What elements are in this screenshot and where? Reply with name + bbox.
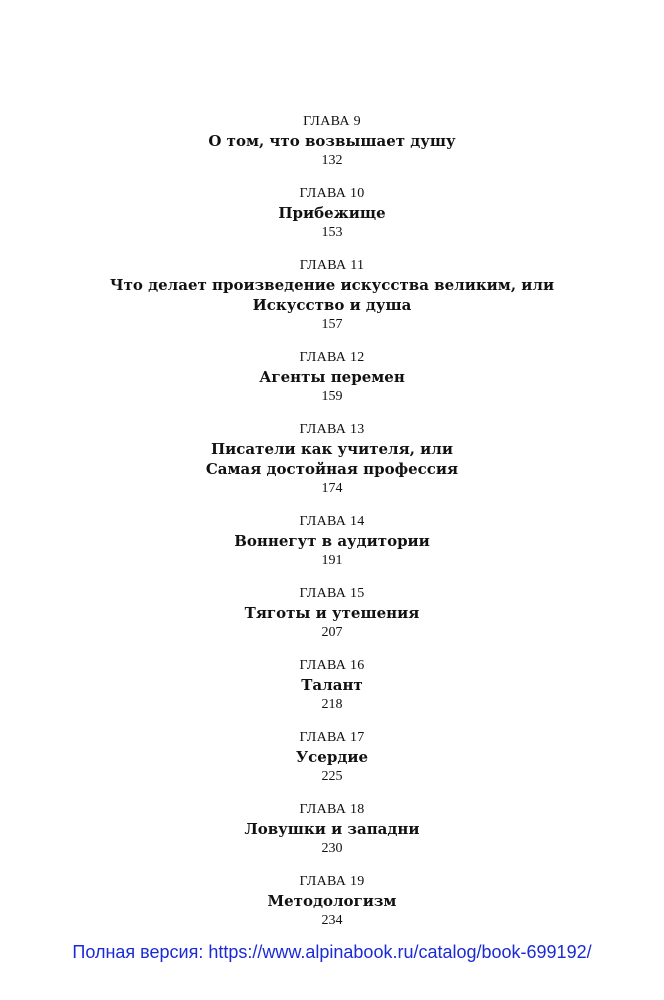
chapter-page-number: 157 <box>321 317 343 332</box>
chapter-page-number: 218 <box>321 697 343 712</box>
chapter-title <box>0 603 664 623</box>
chapter-title <box>0 131 664 151</box>
chapter-title-line: Что делает произведение искусства великим, или <box>109 276 555 294</box>
chapter-title-line: Тяготы и утешения <box>244 604 420 622</box>
chapter-page-number: 225 <box>321 769 343 784</box>
chapter-page-number: 159 <box>321 389 343 404</box>
chapter-title <box>0 675 664 695</box>
chapter-title-line: Усердие <box>295 748 368 766</box>
chapter-title <box>0 439 664 479</box>
toc-entry-chapter-10 <box>0 184 664 242</box>
chapter-title-line: О том, что возвышает душу <box>208 132 456 150</box>
chapter-label: ГЛАВА 15 <box>299 586 365 601</box>
chapter-label: ГЛАВА 9 <box>303 114 361 129</box>
chapter-label: ГЛАВА 17 <box>299 730 365 745</box>
chapter-title-line: Талант <box>301 676 363 694</box>
chapter-page-number: 132 <box>321 153 343 168</box>
chapter-label: ГЛАВА 14 <box>299 514 365 529</box>
chapter-page-number: 174 <box>321 481 343 496</box>
toc-entry-chapter-14 <box>0 512 664 570</box>
chapter-title <box>0 367 664 387</box>
toc-entry-chapter-9 <box>0 112 664 170</box>
table-of-contents <box>0 112 664 944</box>
chapter-title-line: Самая достойная профессия <box>205 460 459 478</box>
chapter-page-number: 153 <box>321 225 343 240</box>
toc-entry-chapter-13 <box>0 420 664 498</box>
chapter-title <box>0 531 664 551</box>
full-version-link[interactable]: Полная версия: https://www.alpinabook.ru/catalog/book-699192/ <box>72 942 592 962</box>
chapter-label: ГЛАВА 13 <box>299 422 365 437</box>
chapter-title-line: Ловушки и западни <box>244 820 420 838</box>
toc-entry-chapter-11 <box>0 256 664 334</box>
chapter-title <box>0 891 664 911</box>
toc-entry-chapter-16 <box>0 656 664 714</box>
chapter-label: ГЛАВА 12 <box>299 350 365 365</box>
toc-entry-chapter-17 <box>0 728 664 786</box>
toc-entry-chapter-15 <box>0 584 664 642</box>
chapter-label: ГЛАВА 11 <box>299 258 365 273</box>
toc-entry-chapter-19 <box>0 872 664 930</box>
toc-entry-chapter-12 <box>0 348 664 406</box>
chapter-page-number: 191 <box>321 553 343 568</box>
chapter-title <box>0 747 664 767</box>
chapter-label: ГЛАВА 18 <box>299 802 365 817</box>
chapter-page-number: 230 <box>321 841 343 856</box>
chapter-label: ГЛАВА 19 <box>299 874 365 889</box>
toc-entry-chapter-18 <box>0 800 664 858</box>
chapter-page-number: 207 <box>321 625 343 640</box>
chapter-title <box>0 275 664 315</box>
chapter-title-line: Искусство и душа <box>252 296 412 314</box>
chapter-page-number: 234 <box>321 913 343 928</box>
chapter-title-line: Прибежище <box>278 204 386 222</box>
chapter-label: ГЛАВА 10 <box>299 186 365 201</box>
chapter-title-line: Агенты перемен <box>259 368 405 386</box>
chapter-title-line: Писатели как учителя, или <box>211 440 453 458</box>
chapter-title-line: Воннегут в аудитории <box>234 532 430 550</box>
chapter-label: ГЛАВА 16 <box>299 658 365 673</box>
chapter-title-line: Методологизм <box>267 892 397 910</box>
chapter-title <box>0 203 664 223</box>
chapter-title <box>0 819 664 839</box>
